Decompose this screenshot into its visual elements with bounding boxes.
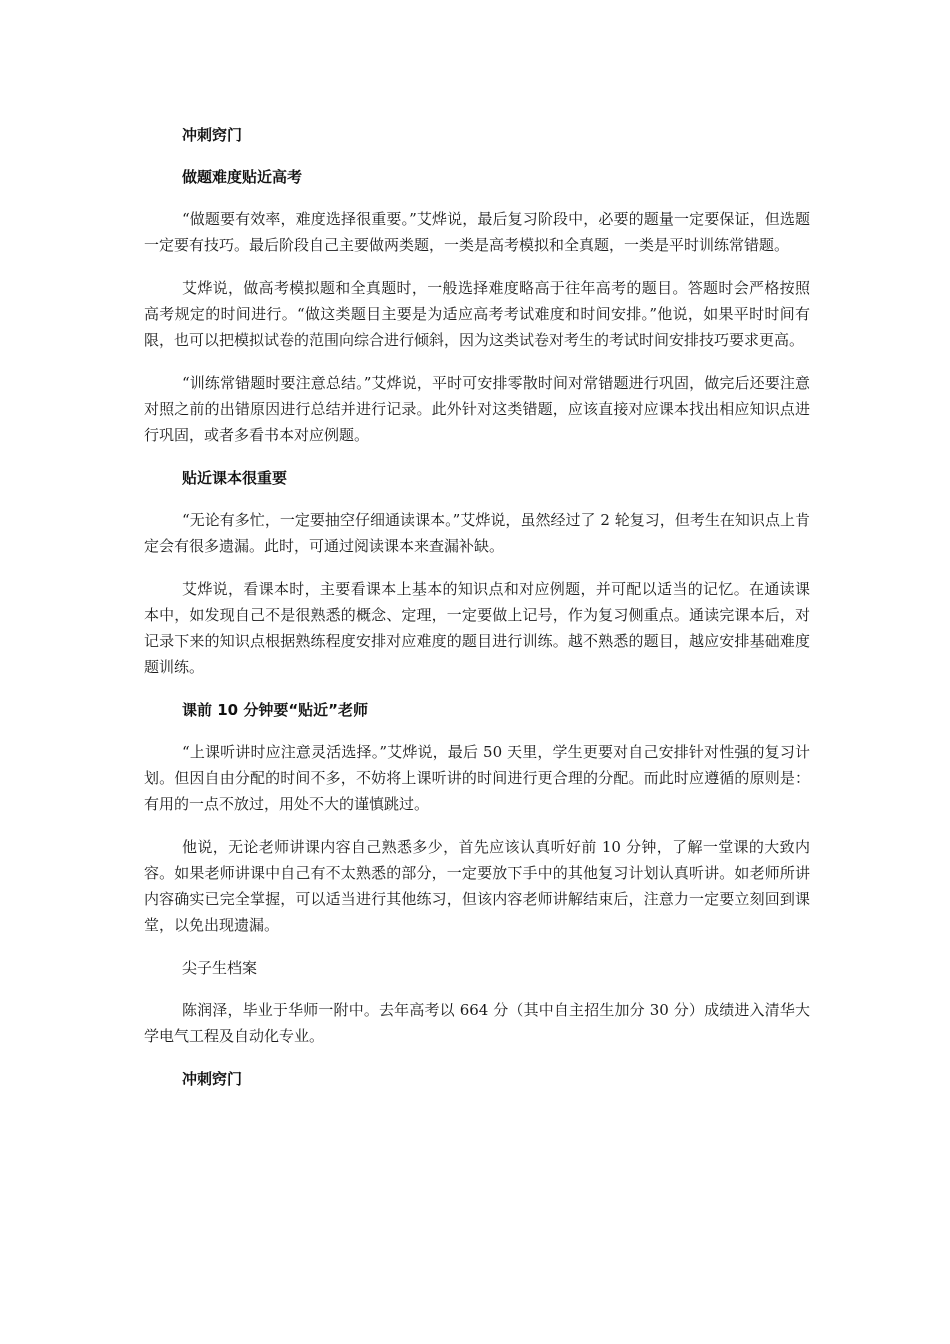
section-heading-difficulty: 做题难度贴近高考 — [182, 168, 303, 186]
section-heading-sprint-tips: 冲刺窍门 — [182, 126, 243, 144]
paragraph-common-mistakes: “训练常错题时要注意总结。”艾烨说，平时可安排零散时间对常错题进行巩固，做完后还要注意对照之前的出错原因进行总结并进行记录。此外针对这类错题，应该直接对应课本找出相应知识点进行巩固，或者多看书本对应例题。 — [144, 374, 810, 444]
document-body — [144, 122, 810, 1092]
paragraph-student-bio: 陈润泽，毕业于华师一附中。去年高考以 664 分（其中自主招生加分 30 分）成绩进入清华大学电气工程及自动化专业。 — [144, 1001, 810, 1045]
paragraph-mock-exams: 艾烨说，做高考模拟题和全真题时，一般选择难度略高于往年高考的题目。答题时会严格按照高考规定的时间进行。“做这类题目主要是为适应高考考试难度和时间安排。”他说，如果平时时间有限，也可以把模拟试卷的范围向综合进行倾斜，因为这类试卷对考生的考试时间安排技巧要求更高。 — [144, 279, 810, 349]
paragraph-efficiency: “做题要有效率，难度选择很重要。”艾烨说，最后复习阶段中，必要的题量一定要保证，但选题一定要有技巧。最后阶段自己主要做两类题，一类是高考模拟和全真题，一类是平时训练常错题。 — [144, 210, 810, 254]
section-heading-first-ten-minutes: 课前 10 分钟要“贴近”老师 — [182, 701, 369, 719]
section-heading-textbook: 贴近课本很重要 — [182, 469, 288, 487]
paragraph-textbook-method: 艾烨说，看课本时，主要看课本上基本的知识点和对应例题，并可配以适当的记忆。在通读课本中，如发现自己不是很熟悉的概念、定理，一定要做上记号，作为复习侧重点。通读完课本后，对记录下来的知识点根据熟练程度安排对应难度的题目进行训练。越不熟悉的题目，越应安排基础难度题训练。 — [144, 580, 810, 676]
paragraph-read-textbook: “无论有多忙，一定要抽空仔细通读课本。”艾烨说，虽然经过了 2 轮复习，但考生在知识点上肯定会有很多遗漏。此时，可通过阅读课本来查漏补缺。 — [144, 511, 810, 555]
paragraph-class-listening: “上课听讲时应注意灵活选择。”艾烨说，最后 50 天里，学生更要对自己安排针对性强的复习计划。但因自由分配的时间不多，不妨将上课听讲的时间进行更合理的分配。而此时应遵循的原则是：有用的一点不放过，用处不大的谨慎跳过。 — [144, 743, 810, 813]
section-heading-sprint-tips-repeat: 冲刺窍门 — [182, 1070, 243, 1088]
label-top-student-profile: 尖子生档案 — [182, 959, 258, 977]
paragraph-teacher-content: 他说，无论老师讲课内容自己熟悉多少，首先应该认真听好前 10 分钟，了解一堂课的大致内容。如果老师讲课中自己有不太熟悉的部分，一定要放下手中的其他复习计划认真听讲。如老师所讲内容确实已完全掌握，可以适当进行其他练习，但该内容老师讲解结束后，注意力一定要立刻回到课堂，以免出现遗漏。 — [144, 838, 810, 934]
